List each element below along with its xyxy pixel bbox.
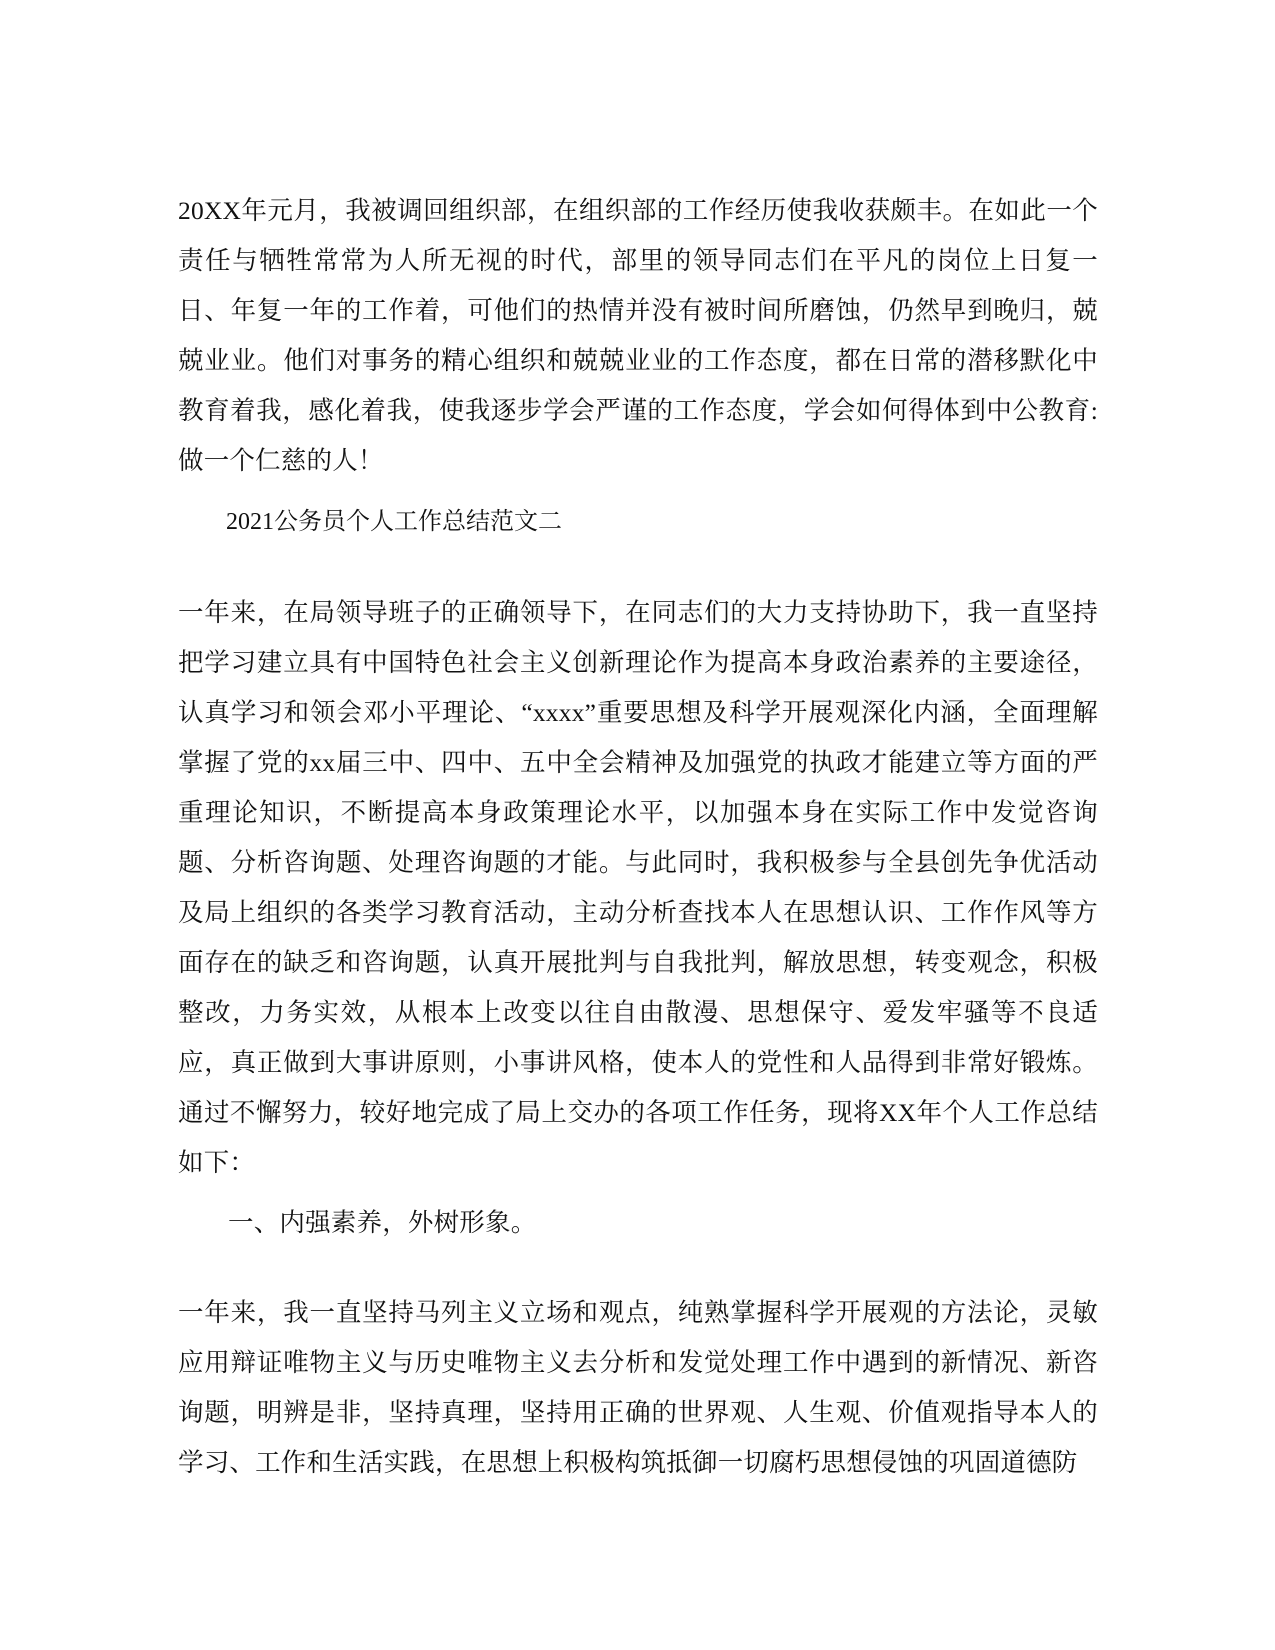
paragraph-section-one-body: 一年来，我一直坚持马列主义立场和观点，纯熟掌握科学开展观的方法论，灵敏应用辩证唯物主义与历史唯物主义去分析和发觉处理工作中遇到的新情况、新咨询题，明辨是非，坚持真理，坚持用正确的世界观、人生观、价值观指导本人的学习、工作和生活实践，在思想上积极构筑抵御一切腐朽思想侵蚀的巩固道德防 xyxy=(178,1298,1098,1477)
paragraph-intro: 20XX年元月，我被调回组织部，在组织部的工作经历使我收获颇丰。在如此一个责任与牺牲常常为人所无视的时代，部里的领导同志们在平凡的岗位上日复一日、年复一年的工作着，可他们的热情并没有被时间所磨蚀，仍然早到晚归，兢兢业业。他们对事务的精心组织和兢兢业业的工作态度，都在日常的潜移默化中教育着我，感化着我，使我逐步学会严谨的工作态度，学会如何得体到中公教育:做一个仁慈的人！ xyxy=(178,196,1098,475)
spacer xyxy=(178,548,1098,588)
spacer xyxy=(178,1188,1098,1198)
spacer xyxy=(178,1248,1098,1288)
paragraph-year-review: 一年来，在局领导班子的正确领导下，在同志们的大力支持协助下，我一直坚持把学习建立具有中国特色社会主义创新理论作为提高本身政治素养的主要途径，认真学习和领会邓小平理论、“xxxx”重要思想及科学开展观深化内涵，全面理解掌握了党的xx届三中、四中、五中全会精神及加强党的执政才能建立等方面的严重理论知识，不断提高本身政策理论水平，以加强本身在实际工作中发觉咨询题、分析咨询题、处理咨询题的才能。与此同时，我积极参与全县创先争优活动及局上组织的各类学习教育活动，主动分析查找本人在思想认识、工作作风等方面存在的缺乏和咨询题，认真开展批判与自我批判，解放思想，转变观念，积极整改，力务实效，从根本上改变以往自由散漫、思想保守、爱发牢骚等不良适应，真正做到大事讲原则，小事讲风格，使本人的党性和人品得到非常好锻炼。通过不懈努力，较好地完成了局上交办的各项工作任务，现将XX年个人工作总结如下： xyxy=(178,598,1098,1177)
document-body xyxy=(178,186,1098,1488)
spacer xyxy=(178,486,1098,496)
heading-sample-two: 2021公务员个人工作总结范文二 xyxy=(226,509,562,535)
heading-section-one: 一、内强素养，外树形象。 xyxy=(228,1208,537,1237)
